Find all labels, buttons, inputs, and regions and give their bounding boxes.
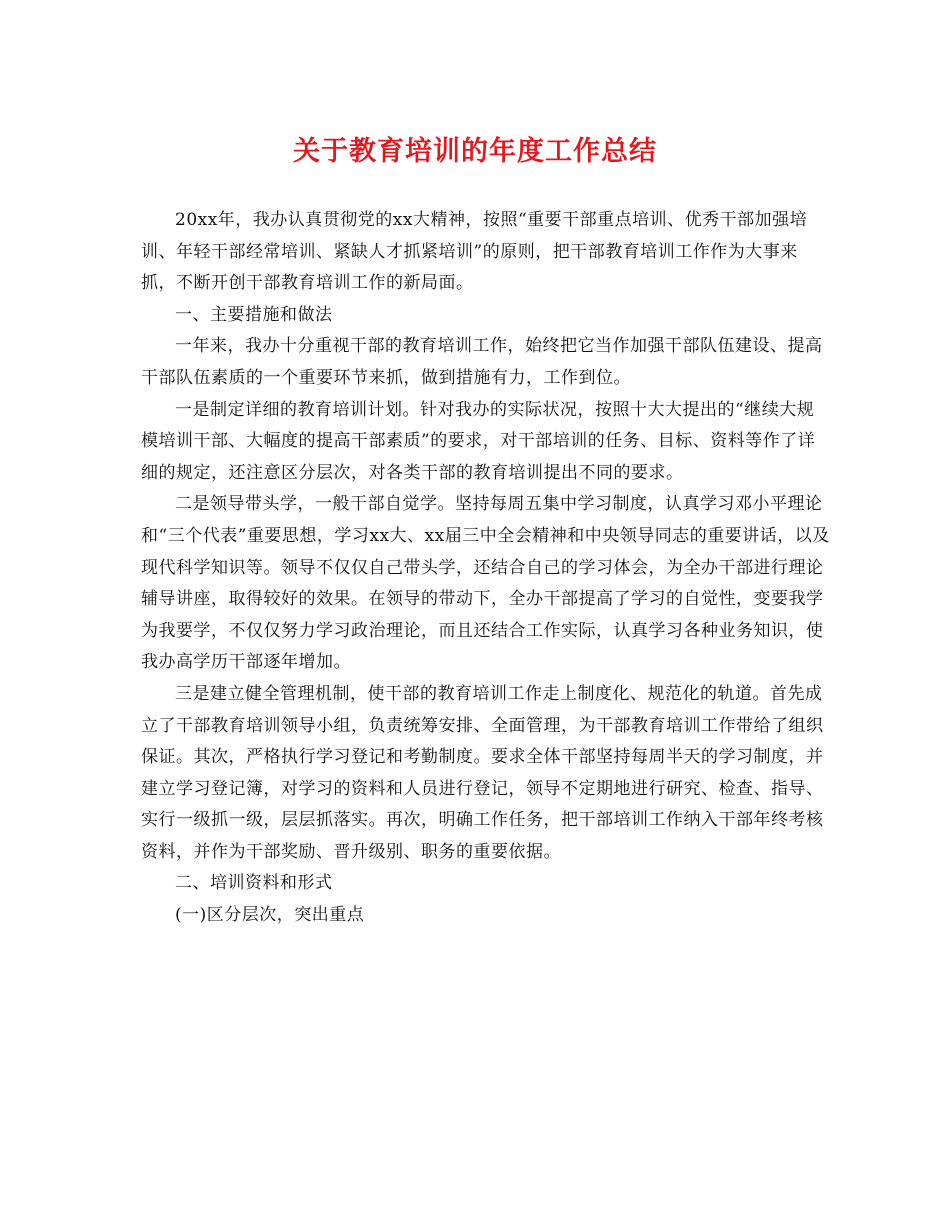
paragraph-plan: 一是制定详细的教育培训计划。针对我办的实际状况，按照十大大提出的“继续大规模培训干部、大幅度的提高干部素质”的要求，对干部培训的任务、目标、资料等作了详细的规定，还注意区分层次，对各类干部的教育培训提出不同的要求。 [141,399,816,483]
section-heading-content: 二、培训资料和形式 [175,873,333,894]
paragraph-overview: 一年来，我办十分重视干部的教育培训工作，始终把它当作加强干部队伍建设、提高干部队伍素质的一个重要环节来抓，做到措施有力，工作到位。 [141,336,823,388]
document-title: 关于教育培训的年度工作总结 [293,136,657,167]
section-heading-measures: 一、主要措施和做法 [175,304,333,325]
paragraph-intro: 20xx年，我办认真贯彻党的xx大精神，按照“重要干部重点培训、优秀干部加强培训、年轻干部经常培训、紧缺人才抓紧培训”的原则，把干部教育培训工作作为大事来抓，不断开创干部教育培训工作的新局面。 [141,210,808,294]
paragraph-leadership: 二是领导带头学，一般干部自觉学。坚持每周五集中学习制度，认真学习邓小平理论和“三个代表”重要思想，学习xx大、xx届三中全会精神和中央领导同志的重要讲话，以及现代科学知识等。领导不仅仅自己带头学，还结合自己的学习体会，为全办干部进行理论辅导讲座，取得较好的效果。在领导的带动下，全办干部提高了学习的自觉性，变要我学为我要学，不仅仅努力学习政治理论，而且还结合工作实际，认真学习各种业务知识，使我办高学历干部逐年增加。 [141,494,830,673]
subsection-heading-levels: (一)区分层次，突出重点 [175,905,365,926]
document-body [141,205,831,932]
paragraph-mechanism: 三是建立健全管理机制，使干部的教育培训工作走上制度化、规范化的轨道。首先成立了干部教育培训领导小组，负责统筹安排、全面管理，为干部教育培训工作带给了组织保证。其次，严格执行学习登记和考勤制度。要求全体干部坚持每周半天的学习制度，并建立学习登记簿，对学习的资料和人员进行登记，领导不定期地进行研究、检查、指导、实行一级抓一级，层层抓落实。再次，明确工作任务，把干部培训工作纳入干部年终考核资料，并作为干部奖励、晋升级别、职务的重要依据。 [141,683,824,862]
